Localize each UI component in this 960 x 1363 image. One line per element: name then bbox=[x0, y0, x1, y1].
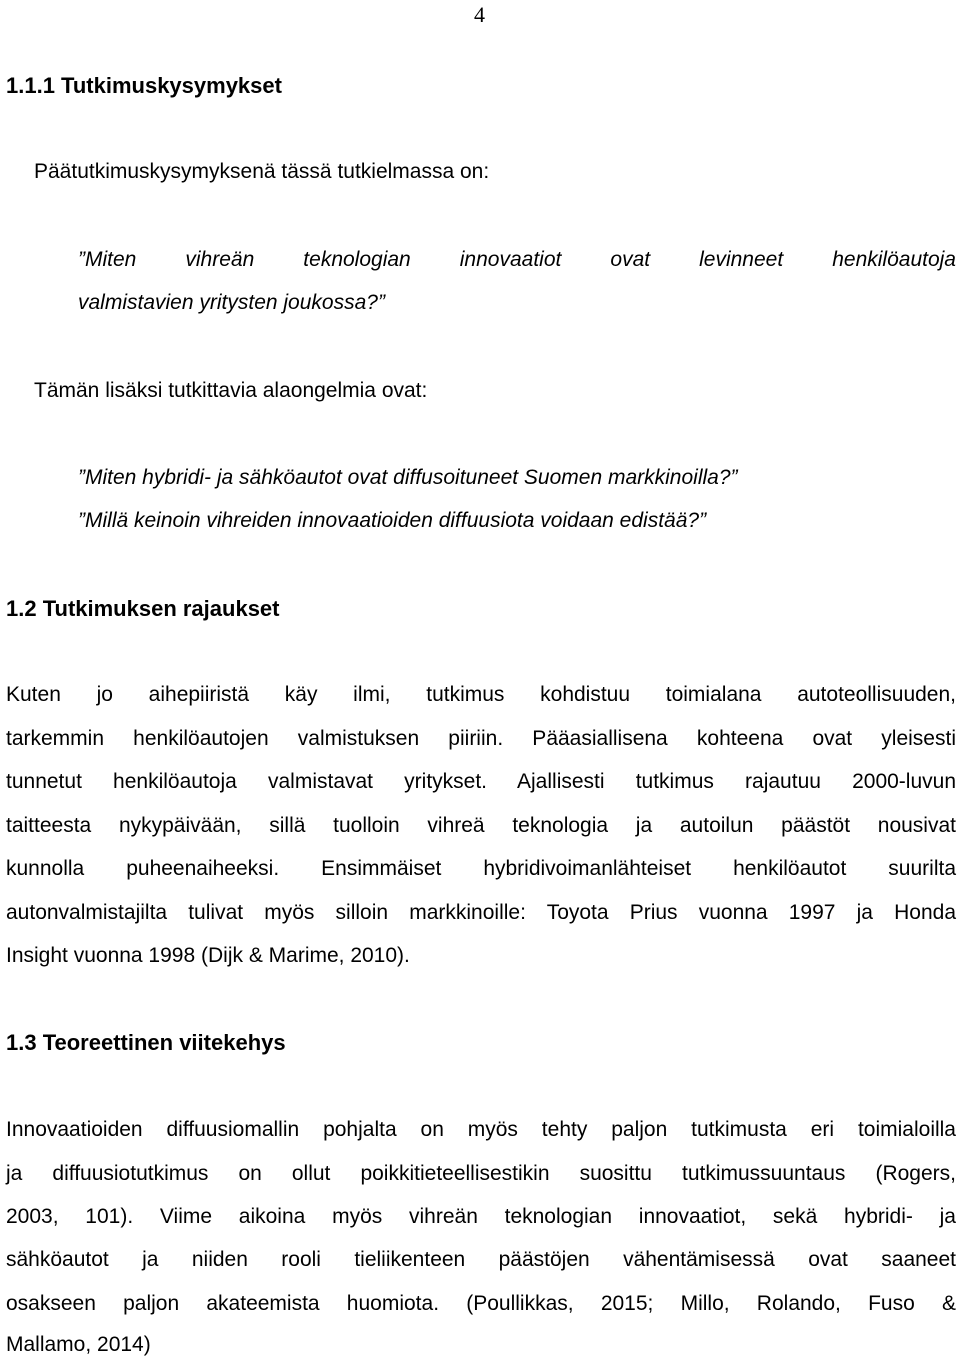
paragraph-line: 2003, 101). Viime aikoina myös vihreän teknologian innovaatiot, sekä hybridi- ja bbox=[6, 1205, 956, 1228]
main-research-question-line-2: valmistavien yritysten joukossa?” bbox=[78, 291, 385, 314]
intro-paragraph: Päätutkimuskysymyksenä tässä tutkielmassa on: bbox=[34, 160, 490, 183]
paragraph-line: tunnetut henkilöautoja valmistavat yritykset. Ajallisesti tutkimus rajautuu 2000-luvun bbox=[6, 770, 956, 793]
sub-problems-intro: Tämän lisäksi tutkittavia alaongelmia ovat: bbox=[34, 379, 428, 402]
paragraph-line: Insight vuonna 1998 (Dijk & Marime, 2010). bbox=[6, 944, 410, 967]
paragraph-line: Kuten jo aihepiiristä käy ilmi, tutkimus kohdistuu toimialana autoteollisuuden, bbox=[6, 683, 956, 706]
paragraph-line: Innovaatioiden diffuusiomallin pohjalta on myös tehty paljon tutkimusta eri toimialoilla bbox=[6, 1118, 956, 1141]
section-heading-1-3: 1.3 Teoreettinen viitekehys bbox=[6, 1030, 286, 1055]
sub-question-2: ”Millä keinoin vihreiden innovaatioiden diffuusiota voidaan edistää?” bbox=[78, 509, 707, 532]
paragraph-line: kunnolla puheenaiheeksi. Ensimmäiset hybridivoimanlähteiset henkilöautot suurilta bbox=[6, 857, 956, 880]
paragraph-line: taitteesta nykypäivään, sillä tuolloin vihreä teknologia ja autoilun päästöt nousivat bbox=[6, 814, 956, 837]
section-heading-1-1-1: 1.1.1 Tutkimuskysymykset bbox=[6, 73, 282, 98]
paragraph-line: osakseen paljon akateemista huomiota. (Poullikkas, 2015; Millo, Rolando, Fuso & bbox=[6, 1292, 956, 1315]
page-number: 4 bbox=[474, 2, 485, 27]
paragraph-line: tarkemmin henkilöautojen valmistuksen piiriin. Pääasiallisena kohteena ovat yleisesti bbox=[6, 727, 956, 750]
section-heading-1-2: 1.2 Tutkimuksen rajaukset bbox=[6, 596, 280, 621]
main-research-question-line-1: ”Miten vihreän teknologian innovaatiot ovat levinneet henkilöautoja bbox=[78, 248, 956, 271]
sub-question-1: ”Miten hybridi- ja sähköautot ovat diffusoituneet Suomen markkinoilla?” bbox=[78, 466, 738, 489]
paragraph-line: ja diffuusiotutkimus on ollut poikkitieteellisestikin suosittu tutkimussuuntaus (Rogers, bbox=[6, 1162, 956, 1185]
paragraph-line: autonvalmistajilta tulivat myös silloin markkinoille: Toyota Prius vuonna 1997 ja Honda bbox=[6, 901, 956, 924]
paragraph-line: sähköautot ja niiden rooli tieliikenteen päästöjen vähentämisessä ovat saaneet bbox=[6, 1248, 956, 1271]
paragraph-line: Mallamo, 2014) bbox=[6, 1333, 151, 1356]
